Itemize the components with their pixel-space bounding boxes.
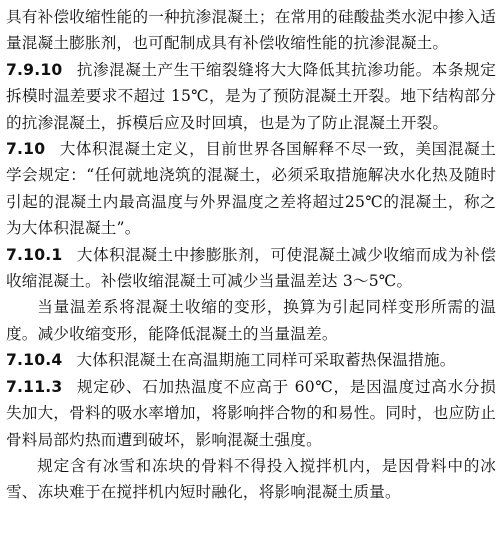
paragraph-text: 当量温差系将混凝土收缩的变形，换算为引起同样变形所需的温度。减少收缩变形，能降低混凝土的当量温差。: [6, 298, 496, 343]
section-number: 7.9.10: [6, 60, 63, 79]
paragraph-7-9-10: [6, 57, 496, 136]
paragraph-7-10: [6, 136, 496, 242]
paragraph-text: 规定砂、石加热温度不应高于 60℃，是因温度过高水分损失加大，骨料的吸水率增加，将影响拌合物的和易性。同时，也应防止骨料局部灼热而遭到破坏，影响混凝土强度。: [6, 377, 496, 449]
paragraph-7-11-3: [6, 374, 496, 453]
paragraph-text: 大体积混凝土定义，目前世界各国解释不尽一致，美国混凝土学会规定：“任何就地浇筑的混凝土，必须采取措施解决水化热及随时引起的混凝土内最高温度与外界温度之差将超过25℃的混凝土，称之为大体积混凝土”。: [6, 140, 496, 238]
paragraph-frozen-aggregate: [6, 453, 496, 506]
paragraph-equivalent-temperature: [6, 294, 496, 347]
paragraph-text: 大体积混凝土中掺膨胀剂，可使混凝土减少收缩而成为补偿收缩混凝土。补偿收缩混凝土可减少当量温差达 3～5℃。: [6, 245, 496, 291]
section-number: 7.11.3: [6, 377, 63, 396]
paragraph-text: 抗渗混凝土产生干缩裂缝将大大降低其抗渗功能。本条规定拆模时温差要求不超过 15℃，是为了预防混凝土开裂。地下结构部分的抗渗混凝土，拆模后应及时回填，也是为了防止混凝土开裂。: [6, 60, 496, 132]
section-number: 7.10.1: [6, 245, 63, 264]
section-number: 7.10: [6, 140, 46, 159]
paragraph-7-10-4: [6, 347, 496, 373]
paragraph-text: 大体积混凝土在高温期施工同样可采取蓄热保温措施。: [76, 351, 456, 370]
paragraph-text: 规定含有冰雪和冻块的骨料不得投入搅拌机内，是因骨料中的冰雪、冻块难于在搅拌机内短时融化，将影响混凝土质量。: [6, 456, 496, 502]
section-number: 7.10.4: [6, 351, 63, 370]
paragraph-7-10-1: [6, 242, 496, 295]
paragraph-text: 具有补偿收缩性能的一种抗渗混凝土；在常用的硅酸盐类水泥中掺入适量混凝土膨胀剂，也可配制成具有补偿收缩性能的抗渗混凝土。: [6, 8, 496, 53]
paragraph-continuation: [6, 4, 496, 57]
